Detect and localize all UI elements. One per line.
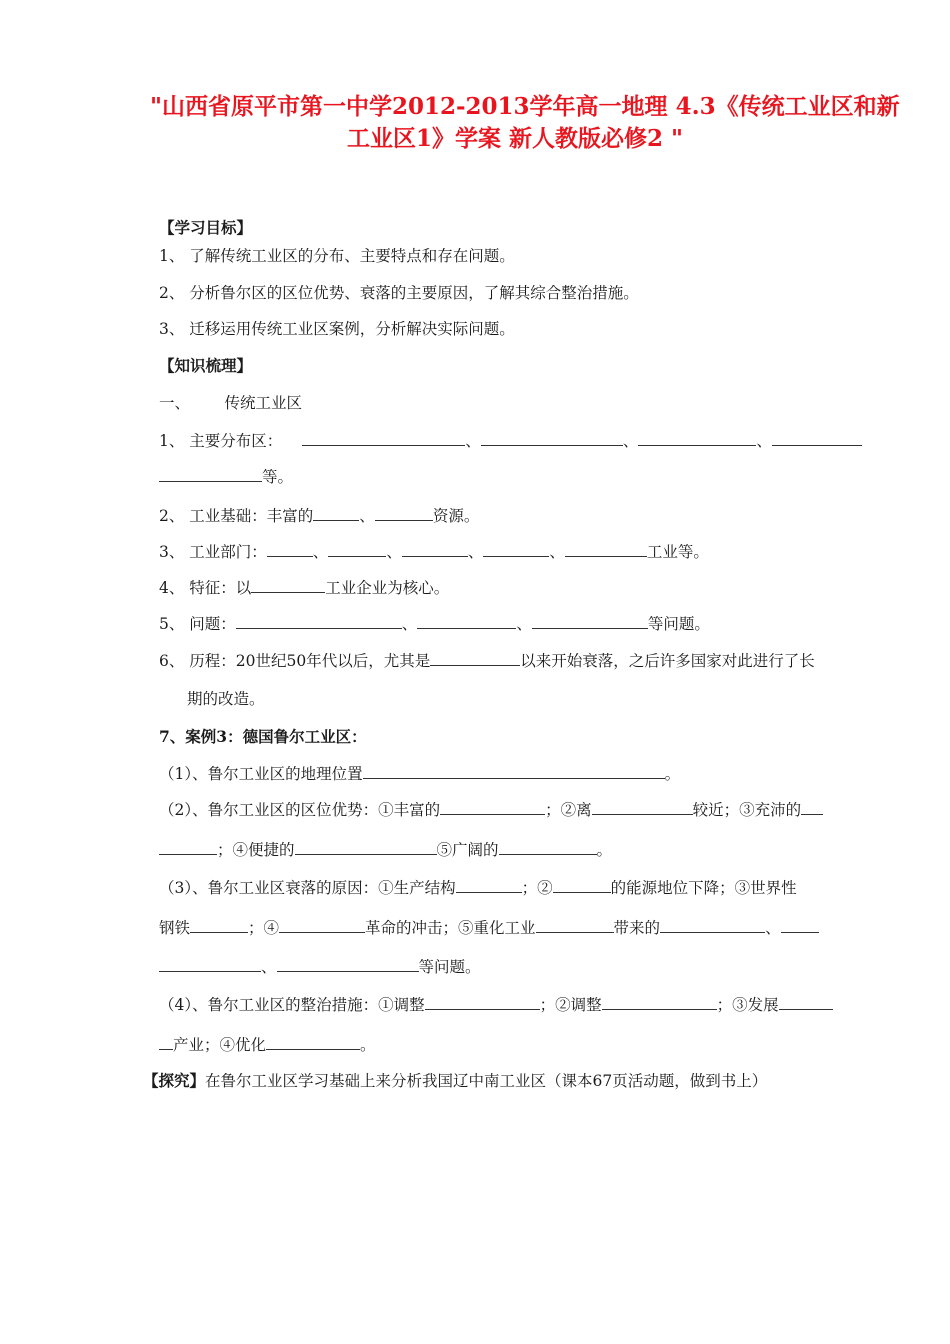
- blank[interactable]: [159, 1034, 173, 1050]
- question-5-label: 5、 问题：: [159, 615, 236, 633]
- blank[interactable]: [536, 917, 614, 933]
- knowledge-heading: 【知识梳理】: [159, 356, 253, 375]
- case-item-4-end: 。: [360, 1036, 376, 1054]
- case-item-3-text: 的能源地位下降；③世界性: [610, 879, 797, 897]
- case-item-4: [159, 994, 833, 1015]
- question-3-label: 3、 工业部门：: [159, 543, 267, 561]
- question-1-label: 1、 主要分布区：: [159, 432, 283, 450]
- blank[interactable]: [417, 613, 516, 629]
- case-item-2-text: 较近；③充沛的: [692, 801, 802, 819]
- case-item-3-cont2: [159, 956, 481, 977]
- explore-heading: 【探究】: [143, 1071, 206, 1090]
- blank[interactable]: [375, 505, 433, 521]
- blank[interactable]: [483, 541, 549, 557]
- blank[interactable]: [781, 917, 819, 933]
- case-item-2-cont: [159, 839, 612, 860]
- explore-section: [143, 1071, 767, 1091]
- case-item-1-label: （1）、鲁尔工业区的地理位置: [159, 765, 363, 783]
- case-item-4-cont: [159, 1034, 376, 1055]
- question-5: [159, 613, 710, 634]
- case-item-2-text: ⑤广阔的: [436, 841, 499, 859]
- separator: 、: [622, 432, 639, 450]
- blank[interactable]: [279, 917, 365, 933]
- blank[interactable]: [456, 877, 522, 893]
- blank[interactable]: [440, 799, 545, 815]
- question-1-cont: [159, 466, 293, 487]
- blank[interactable]: [592, 799, 693, 815]
- blank[interactable]: [481, 430, 623, 446]
- case-item-2: [159, 799, 823, 820]
- blank[interactable]: [602, 994, 717, 1010]
- question-6-text: 以来开始衰落，之后许多国家对此进行了长: [520, 652, 815, 670]
- blank[interactable]: [425, 994, 540, 1010]
- separator: 、: [756, 432, 772, 450]
- case-item-3-label: （3）、鲁尔工业区衰落的原因：①生产结构: [159, 879, 456, 897]
- section-traditional-industrial-area: 一、 传统工业区: [159, 394, 302, 412]
- blank[interactable]: [159, 466, 262, 482]
- blank[interactable]: [267, 541, 313, 557]
- case-item-1: [159, 763, 680, 784]
- case-item-1-end: 。: [664, 765, 681, 783]
- blank[interactable]: [801, 799, 823, 815]
- question-6-label: 6、 历程：20世纪50年代以后，尤其是: [159, 652, 431, 670]
- case-item-3: [159, 877, 797, 898]
- blank[interactable]: [402, 541, 468, 557]
- blank[interactable]: [295, 839, 437, 855]
- case-item-2-end: 。: [596, 841, 613, 859]
- blank[interactable]: [328, 541, 386, 557]
- separator: 、: [359, 507, 375, 525]
- blank[interactable]: [499, 839, 597, 855]
- blank[interactable]: [660, 917, 765, 933]
- case-item-3-text: ；②: [521, 879, 553, 897]
- blank[interactable]: [313, 505, 359, 521]
- question-2-suffix: 资源。: [432, 507, 480, 525]
- case-item-3-text: 革命的冲击；⑤重化工业: [365, 919, 536, 937]
- case-item-3-end: 等问题。: [418, 958, 481, 976]
- blank[interactable]: [565, 541, 647, 557]
- blank[interactable]: [236, 613, 402, 629]
- separator: 、: [386, 543, 402, 561]
- blank[interactable]: [159, 956, 261, 972]
- case-item-4-text: 产业；④优化: [173, 1036, 267, 1054]
- objective-item-3: 3、 迁移运用传统工业区案例，分析解决实际问题。: [159, 320, 515, 338]
- case-item-3-cont: [159, 917, 819, 938]
- blank[interactable]: [779, 994, 833, 1010]
- case-item-3-text: 钢铁: [159, 919, 191, 937]
- blank[interactable]: [772, 430, 862, 446]
- document-title-line2: 工业区1》学案 新人教版必修2 ": [346, 125, 683, 152]
- case-item-3-text: ；④: [248, 919, 280, 937]
- case-item-4-text: ；②调整: [539, 996, 602, 1014]
- blank[interactable]: [277, 956, 419, 972]
- question-6-cont: 期的改造。: [187, 690, 265, 708]
- objective-item-1: 1、 了解传统工业区的分布、主要特点和存在问题。: [159, 247, 515, 265]
- question-4: [159, 577, 449, 598]
- blank[interactable]: [190, 917, 248, 933]
- objective-item-2: 2、 分析鲁尔区的区位优势、衰落的主要原因，了解其综合整治措施。: [159, 284, 639, 302]
- blank[interactable]: [430, 650, 520, 666]
- question-2-label: 2、 工业基础：丰富的: [159, 507, 314, 525]
- blank[interactable]: [363, 763, 665, 779]
- case-item-2-label: （2）、鲁尔工业区的区位优势：①丰富的: [159, 801, 441, 819]
- separator: 、: [401, 615, 418, 633]
- blank[interactable]: [159, 839, 217, 855]
- separator: 、: [312, 543, 329, 561]
- objectives-heading: 【学习目标】: [159, 218, 253, 237]
- blank[interactable]: [553, 877, 611, 893]
- question-1-suffix: 等。: [262, 468, 294, 486]
- blank[interactable]: [638, 430, 756, 446]
- question-5-suffix: 等问题。: [647, 615, 710, 633]
- explore-text: 在鲁尔工业区学习基础上来分析我国辽中南工业区（课本67页活动题，做到书上）: [205, 1072, 768, 1090]
- case-item-4-label: （4）、鲁尔工业区的整治措施：①调整: [159, 996, 425, 1014]
- blank[interactable]: [532, 613, 648, 629]
- separator: 、: [516, 615, 532, 633]
- blank[interactable]: [266, 1034, 360, 1050]
- case-heading: 7、案例3：德国鲁尔工业区：: [159, 727, 367, 746]
- case-item-4-text: ；③发展: [716, 996, 779, 1014]
- separator: 、: [765, 919, 781, 937]
- document-title-line1: "山西省原平市第一中学2012-2013学年高一地理 4.3《传统工业区和新: [150, 93, 900, 120]
- case-item-3-text: 带来的: [613, 919, 661, 937]
- separator: 、: [465, 432, 481, 450]
- question-2: [159, 505, 479, 526]
- separator: 、: [261, 958, 277, 976]
- separator: 、: [467, 543, 484, 561]
- blank[interactable]: [302, 430, 465, 446]
- question-4-suffix: 工业企业为核心。: [325, 579, 450, 597]
- case-item-2-text: ；②离: [545, 801, 592, 819]
- case-item-2-text: ；④便捷的: [217, 841, 295, 859]
- question-4-label: 4、 特征：以: [159, 579, 252, 597]
- separator: 、: [549, 543, 565, 561]
- question-3-suffix: 工业等。: [646, 543, 709, 561]
- blank[interactable]: [251, 577, 325, 593]
- question-1: [159, 430, 862, 451]
- question-6: [159, 650, 815, 671]
- question-3: [159, 541, 709, 562]
